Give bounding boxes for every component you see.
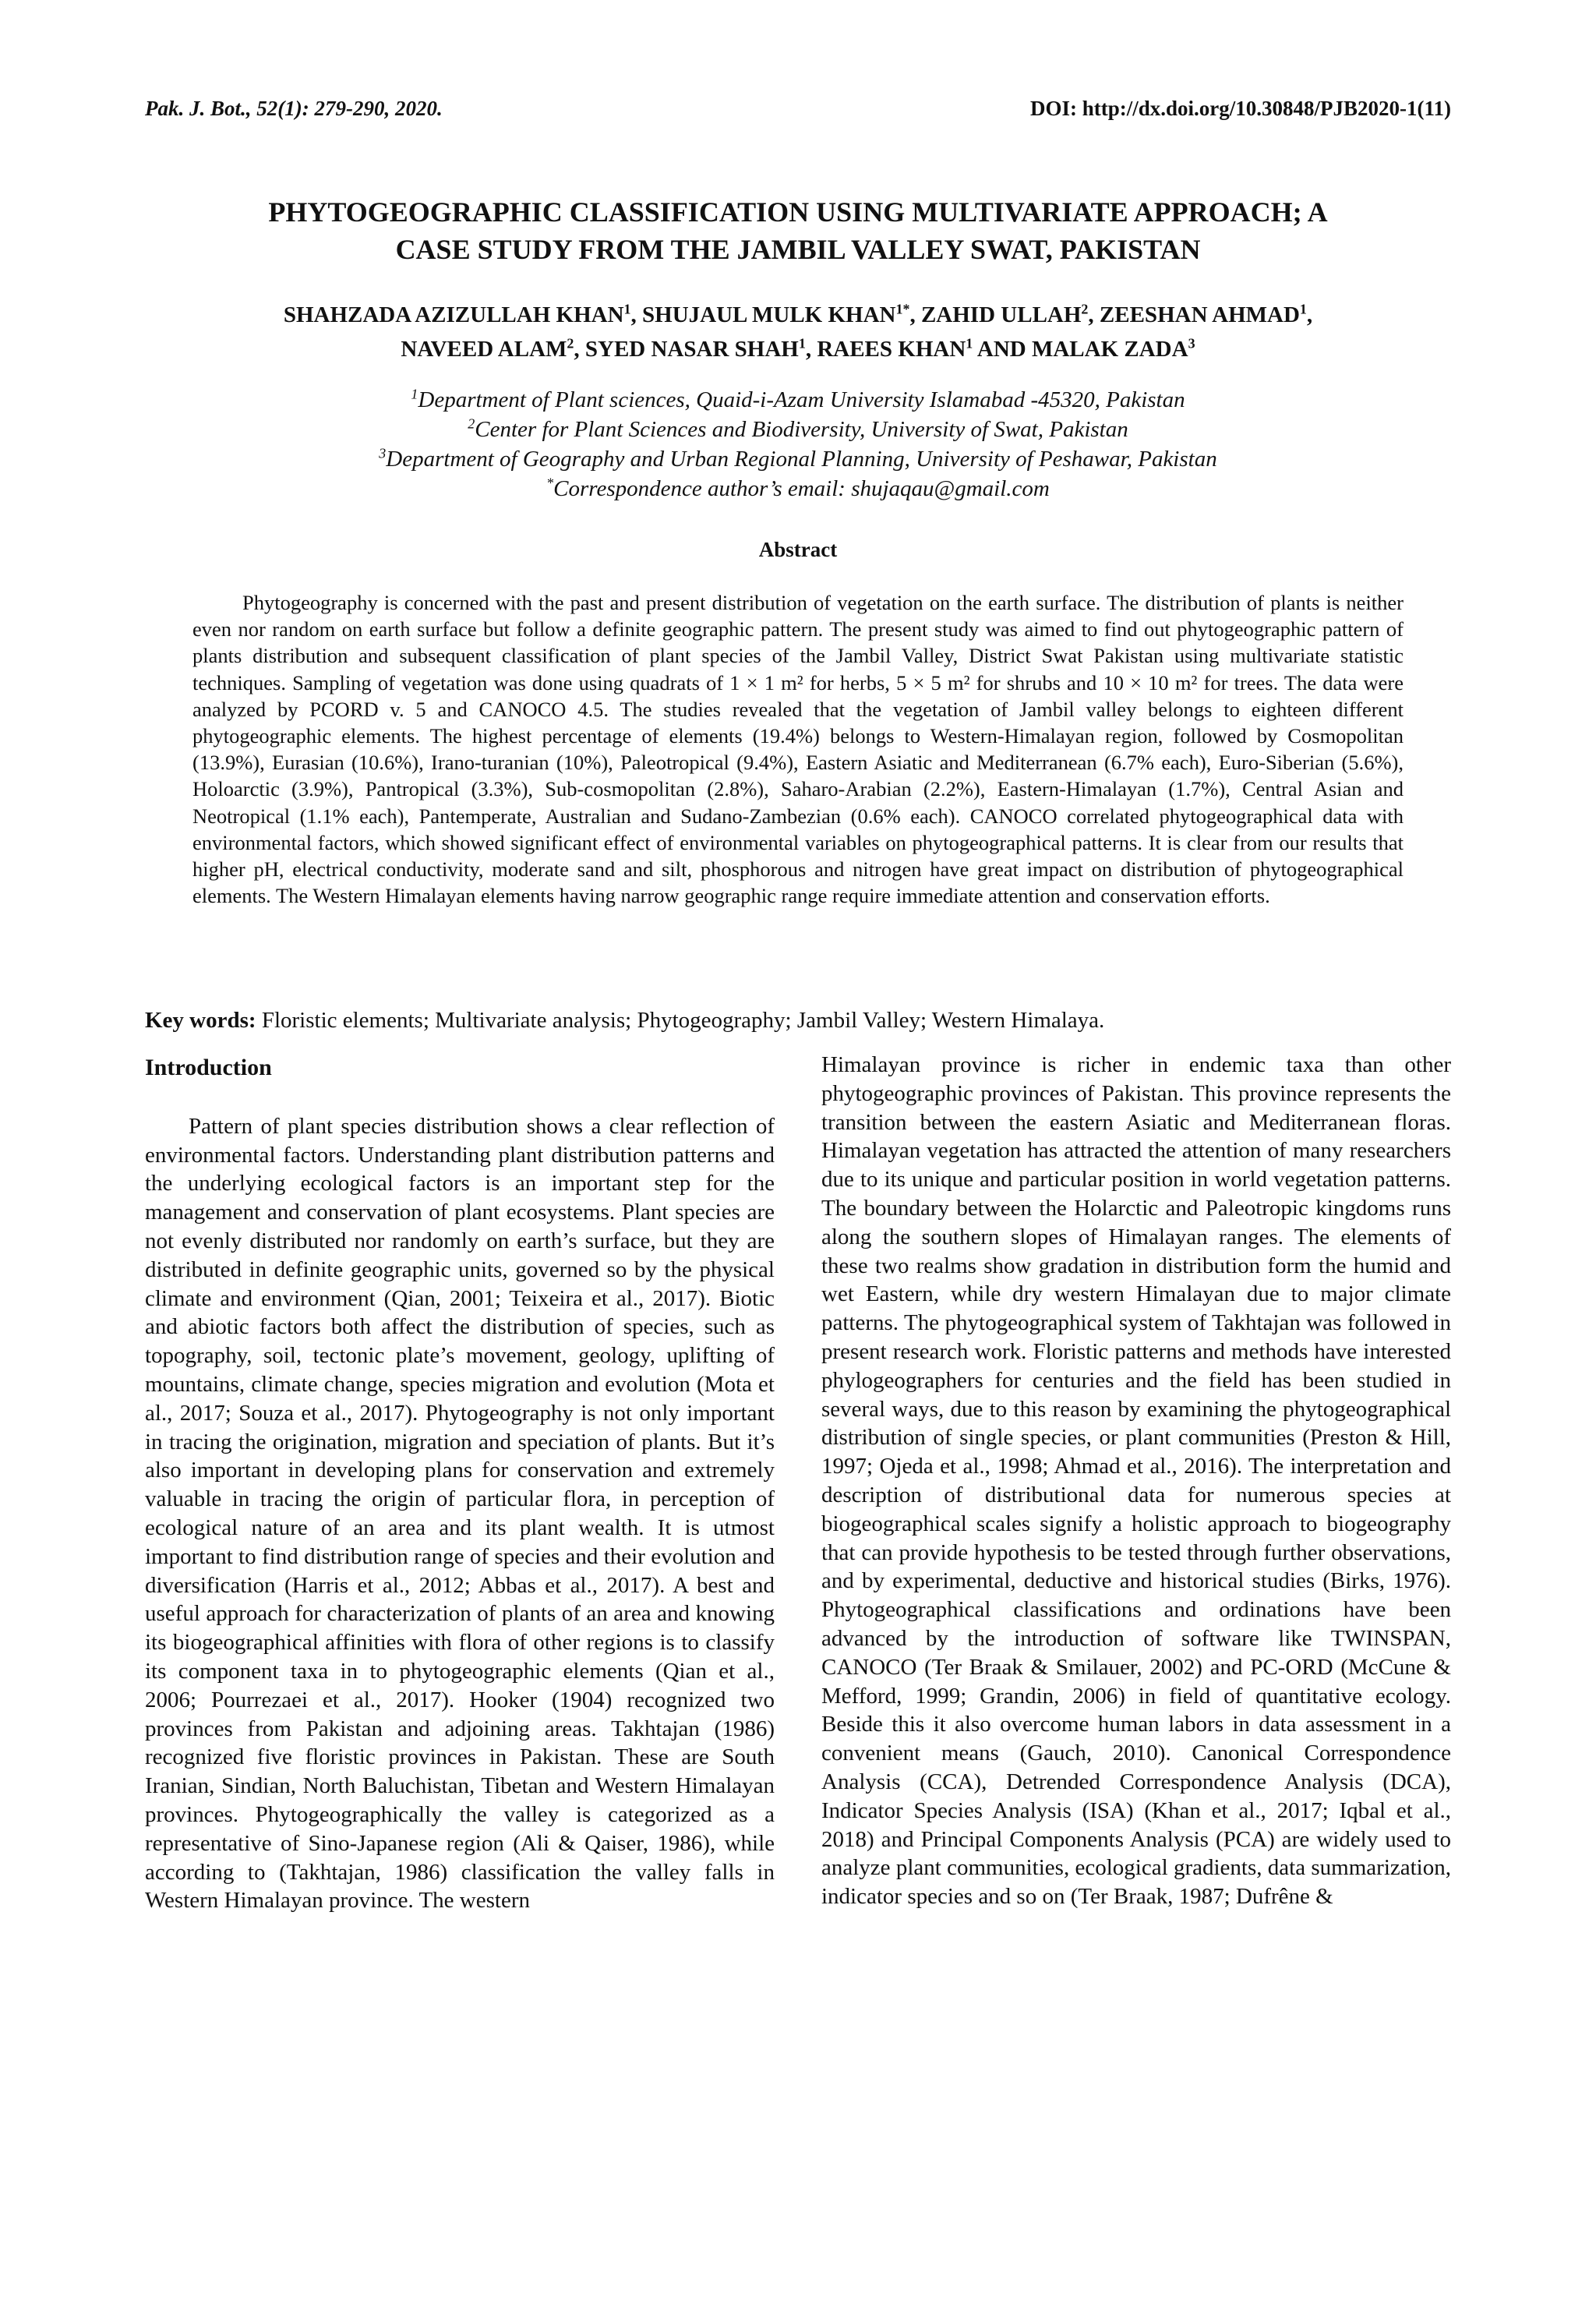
author-name: SHUJAUL MULK KHAN bbox=[642, 302, 896, 327]
author-separator: AND bbox=[973, 337, 1032, 362]
affiliation-line bbox=[125, 415, 1471, 444]
author-name: ZAHID ULLAH bbox=[920, 302, 1082, 327]
author-separator: , bbox=[574, 337, 585, 362]
author-list bbox=[125, 298, 1471, 366]
correspondence-line bbox=[125, 474, 1471, 504]
introduction-heading: Introduction bbox=[145, 1055, 272, 1080]
paper-title-line-1: PHYTOGEOGRAPHIC CLASSIFICATION USING MULTIVARIATE APPROACH; A bbox=[268, 196, 1328, 228]
author-separator: , bbox=[909, 302, 921, 327]
affiliation-mark: 3 bbox=[379, 445, 387, 461]
author-affiliation-mark: 1 bbox=[966, 335, 973, 352]
affiliation-mark: 1 bbox=[411, 386, 418, 402]
author-name: ZEESHAN AHMAD bbox=[1099, 302, 1300, 327]
author-name: MALAK ZADA bbox=[1031, 337, 1188, 362]
author-separator: , bbox=[630, 302, 643, 327]
abstract-text: Phytogeography is concerned with the past and present distribution of vegetation on the earth surface. The distribution of plants is neither even nor random on earth surface but follow a definite geographic pattern. The present study was aimed to find out phytogeographic pattern of plants distribution and subsequent classification of plant species of the Jambil Valley, District Swat Pakistan using multivariate statistic techniques. Sampling of vegetation was done using quadrats of 1 × 1 m² for herbs, 5 × 5 m² for shrubs and 10 × 10 m² for trees. The data were analyzed by PCORD v. 5 and CANOCO 4.5. The studies revealed that the vegetation of Jambil valley belongs to eighteen different phytogeographic elements. The highest percentage of elements (19.4%) belongs to Western-Himalayan region, followed by Cosmopolitan (13.9%), Eurasian (10.6%), Irano-turanian (10%), Paleotropical (9.4%), Eastern Asiatic and Mediterranean (6.7% each), Euro-Siberian (5.6%), Holoarctic (3.9%), Pantropical (3.3%), Sub-cosmopolitan (2.8%), Saharo-Arabian (2.2%), Eastern-Himalayan (1.7%), Central Asian and Neotropical (1.1% each), Pantemperate, Australian and Sudano-Zambezian (0.6% each). CANOCO correlated phytogeographical data with environmental factors, which showed significant effect of environmental variables on phytogeographical patterns. It is clear from our results that higher pH, electrical conductivity, moderate sand and silt, phosphorous and nitrogen have great impact on distribution of phytogeographical elements. The Western Himalayan elements having narrow geographic range require immediate attention and conservation efforts. bbox=[192, 591, 1404, 908]
affiliation-text: Department of Geography and Urban Regional Planning, University of Peshawar, Pakistan bbox=[386, 447, 1217, 472]
correspondence-mark: * bbox=[546, 475, 554, 491]
author-affiliation-mark: 1 bbox=[798, 335, 806, 352]
author-affiliation-mark: 3 bbox=[1188, 335, 1195, 352]
journal-citation-text: Pak. J. Bot., 52(1): 279-290, 2020. bbox=[145, 97, 443, 120]
author-affiliation-mark: 1* bbox=[895, 301, 910, 317]
keywords-line bbox=[145, 1005, 1454, 1035]
affiliation-mark: 2 bbox=[468, 415, 475, 432]
author-separator: , bbox=[805, 337, 817, 362]
author-name: SYED NASAR SHAH bbox=[584, 337, 799, 362]
affiliation-list bbox=[125, 385, 1471, 504]
paper-title-line-2: CASE STUDY FROM THE JAMBIL VALLEY SWAT, PAKISTAN bbox=[395, 234, 1201, 265]
affiliation-line bbox=[125, 385, 1471, 415]
journal-citation bbox=[145, 97, 443, 121]
author-name: SHAHZADA AZIZULLAH KHAN bbox=[283, 302, 624, 327]
author-name: NAVEED ALAM bbox=[401, 337, 567, 362]
author-affiliation-mark: 1 bbox=[1299, 301, 1307, 317]
affiliation-line bbox=[125, 444, 1471, 474]
author-separator: , bbox=[1306, 302, 1313, 327]
right-column bbox=[821, 1051, 1451, 1911]
author-separator: , bbox=[1088, 302, 1100, 327]
left-column bbox=[145, 1054, 775, 1915]
correspondence-text: Correspondence author’s email: shujaqau@gmail.com bbox=[553, 476, 1050, 501]
author-affiliation-mark: 2 bbox=[1081, 301, 1089, 317]
doi-link[interactable]: DOI: http://dx.doi.org/10.30848/PJB2020-1(11) bbox=[1029, 97, 1451, 120]
affiliation-text: Department of Plant sciences, Quaid-i-Azam University Islamabad -45320, Pakistan bbox=[418, 387, 1185, 412]
introduction-paragraph-right: Himalayan province is richer in endemic taxa than other phytogeographic provinces of Pakistan. This province represents the transition between the eastern Asiatic and Mediterranean floras. Himalayan vegetation has attracted the attention of many researchers due to its unique and particular position in world vegetation patterns. The boundary between the Holarctic and Paleotropic kingdoms runs along the southern slopes of Himalayan ranges. The elements of these two realms show gradation in distribution form the humid and wet Eastern, while dry western Himalayan due to major climate patterns. The phytogeographical system of Takhtajan was followed in present research work. Floristic patterns and methods have interested phylogeographers for centuries and the field has been studied in several ways, due to this reason by examining the phytogeographical distribution of single species, or plant communities (Preston & Hill, 1997; Ojeda et al., 1998; Ahmad et al., 2016). The interpretation and description of distributional data for numerous species at biogeographical scales signify a holistic approach to biogeography that can provide hypothesis to be tested through further observations, and by experimental, deductive and historical studies (Birks, 1976). Phytogeographical classifications and ordinations have been advanced by the introduction of software like TWINSPAN, CANOCO (Ter Braak & Smilauer, 2002) and PC-ORD (McCune & Mefford, 1999; Grandin, 2006) in field of quantitative ecology. Beside this it also overcome human labors in data assessment in a convenient means (Gauch, 2010). Canonical Correspondence Analysis (CCA), Detrended Correspondence Analysis (DCA), Indicator Species Analysis (ISA) (Khan et al., 2017; Iqbal et al., 2018) and Principal Components Analysis (PCA) are widely used to analyze plant communities, ecological gradients, data summarization, indicator species and so on (Ter Braak, 1987; Dufrêne & bbox=[821, 1052, 1451, 1910]
author-affiliation-mark: 2 bbox=[567, 335, 574, 352]
author-affiliation-mark: 1 bbox=[623, 301, 631, 317]
keywords-label: Key words: bbox=[145, 1008, 256, 1033]
introduction-paragraph-left: Pattern of plant species distribution shows a clear reflection of environmental factors. Understanding plant distribution patterns and the underlying ecological factors is an important step for the management and conservation of plant ecosystems. Plant species are not evenly distributed nor randomly on earth’s surface, but they are distributed in definite geographic units, governed so by the physical climate and environment (Qian, 2001; Teixeira et al., 2017). Biotic and abiotic factors both affect the distribution of species, such as topography, soil, tectonic plate’s movement, geology, uplifting of mountains, climate change, species migration and evolution (Mota et al., 2017; Souza et al., 2017). Phytogeography is not only important in tracing the origination, migration and speciation of plants. But it’s also important in developing plans for conservation and extremely valuable in tracing the origin of particular flora, in perception of ecological nature of an area and its plant wealth. It is utmost important to find distribution range of species and their evolution and diversification (Harris et al., 2012; Abbas et al., 2017). A best and useful approach for characterization of plants of an area and knowing its biogeographical affinities with flora of other regions is to classify its component taxa in to phytogeographic elements (Qian et al., 2006; Pourrezaei et al., 2017). Hooker (1904) recognized two provinces from Pakistan and adjoining areas. Takhtajan (1986) recognized five floristic provinces in Pakistan. These are South Iranian, Sindian, North Baluchistan, Tibetan and Western Himalayan provinces. Phytogeographically the valley is categorized as a representative of Sino-Japanese region (Ali & Qaiser, 1986), while according to (Takhtajan, 1986) classification the valley falls in Western Himalayan province. The western bbox=[145, 1113, 775, 1914]
affiliation-text: Center for Plant Sciences and Biodiversity, University of Swat, Pakistan bbox=[475, 417, 1128, 442]
author-name: RAEES KHAN bbox=[817, 337, 966, 362]
abstract-heading: Abstract bbox=[758, 538, 838, 561]
paper-title bbox=[125, 193, 1471, 268]
keywords-text: Floristic elements; Multivariate analysis; Phytogeography; Jambil Valley; Western Himalaya. bbox=[256, 1008, 1105, 1033]
